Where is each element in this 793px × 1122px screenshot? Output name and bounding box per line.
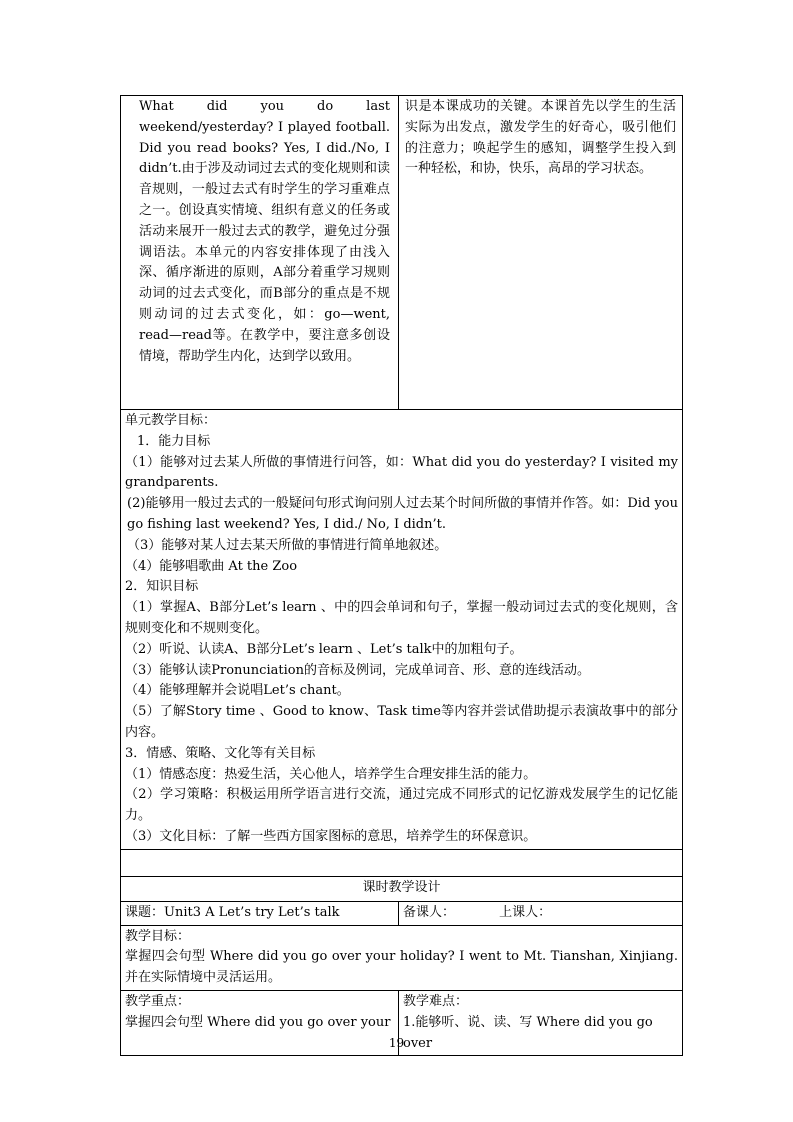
objectives-heading: 单元教学目标：: [125, 413, 217, 428]
student-analysis-text: 识是本课成功的关键。本课首先以学生的生活实际为出发点，激发学生的好奇心，吸引他们的注意力；唤起学生的感知，调整学生投入到一种轻松，和协，快乐，高昂的学习状态。: [405, 99, 676, 177]
emotion-objective-3: （3）文化目标：了解一些西方国家图标的意思，培养学生的环保意识。: [125, 828, 537, 844]
knowledge-objective-4: （4）能够理解并会说唱Let’s chant。: [125, 683, 350, 699]
difficulties-heading: 教学难点：: [403, 993, 469, 1009]
ability-objectives-title: 1．能力目标: [137, 433, 211, 449]
ability-objective-1: （1）能够对过去某人所做的事情进行问答，如：What did you do yesterday? I visited my grandparents.: [125, 454, 678, 491]
lesson-plan-table: [120, 95, 683, 1056]
knowledge-objectives-title: 2．知识目标: [125, 579, 199, 595]
taught-by-label: 上课人：: [499, 904, 552, 920]
knowledge-objective-5: （5）了解Story time 、Good to know、Task time等内容并尝试借助提示表演故事中的部分内容。: [125, 704, 678, 740]
prepared-by-label: 备课人：: [403, 904, 456, 920]
empty-cell: [121, 849, 683, 876]
lesson-topic-cell: 课题：Unit3 A Let’s try Let’s talk: [121, 901, 399, 925]
objectives-row: [121, 410, 683, 850]
ability-objective-2: (2)能够用一般过去式的一般疑问句形式询问别人过去某个时间所做的事情并作答。如：Did you go fishing last weekend? Yes, I did./ No, I didn’t.: [127, 496, 678, 532]
preparers-cell: [399, 901, 683, 925]
lesson-title-row: [121, 876, 683, 901]
topic-row: [121, 901, 683, 925]
emotion-objectives-title: 3．情感、策略、文化等有关目标: [125, 745, 316, 761]
student-analysis-cell: [399, 96, 683, 410]
analysis-row: [121, 96, 683, 410]
ability-objective-4: （4）能够唱歌曲 At the Zoo: [125, 558, 298, 574]
teaching-material-analysis-cell: [121, 96, 399, 410]
ability-objective-3: （3）能够对某人过去某天所做的事情进行简单地叙述。: [127, 537, 448, 553]
material-analysis-text: What did you do last weekend/yesterday? I played football. Did you read books? Yes, I did./No, I didn’t.由于涉及动词过去式的变化规则和读音规则，一般过去式有时学生的学习重难点之一。创设真实情境、组织有意义的任务或活动来展开一般过去式的教学，避免过分强调语法。本单元的内容安排体现了由浅入深、循序渐进的原则，A部分着重学习规则动词的过去式变化，而B部分的重点是不规则动词的过去式变化，如：go—went, read—read等。在教学中，要注意多创设情境，帮助学生内化，达到学以致用。: [139, 99, 390, 364]
lesson-goals-cell: [121, 925, 683, 990]
knowledge-objective-3: （3）能够认读Pronunciation的音标及例词，完成单词音、形、意的连线活动。: [125, 662, 590, 678]
difficulties-text: 1.能够听、说、读、写 Where did you go over: [403, 1014, 653, 1051]
lesson-design-title: 课时教学设计: [121, 876, 683, 901]
key-points-text: 掌握四会句型 Where did you go over your: [125, 1014, 391, 1030]
emotion-objective-1: （1）情感态度：热爱生活，关心他人，培养学生合理安排生活的能力。: [125, 766, 537, 782]
goals-text: 掌握四会句型 Where did you go over your holiday? I went to Mt. Tianshan, Xinjiang. 并在实际情境中灵活运用。: [125, 949, 678, 986]
key-points-heading: 教学重点：: [125, 993, 191, 1009]
unit-objectives-cell: [121, 410, 683, 850]
goals-heading: 教学目标：: [125, 928, 191, 944]
emotion-objective-2: （2）学习策略：积极运用所学语言进行交流，通过完成不同形式的记忆游戏发展学生的记忆能力。: [125, 787, 678, 824]
goals-row: [121, 925, 683, 990]
knowledge-objective-1: （1）掌握A、B部分Let’s learn 、中的四会单词和句子，掌握一般动词过去式的变化规则，含规则变化和不规则变化。: [125, 600, 678, 636]
spacer-row: [121, 849, 683, 876]
knowledge-objective-2: （2）听说、认读A、B部分Let’s learn 、Let’s talk中的加粗句子。: [125, 641, 523, 657]
page-number: 19: [388, 1036, 405, 1050]
